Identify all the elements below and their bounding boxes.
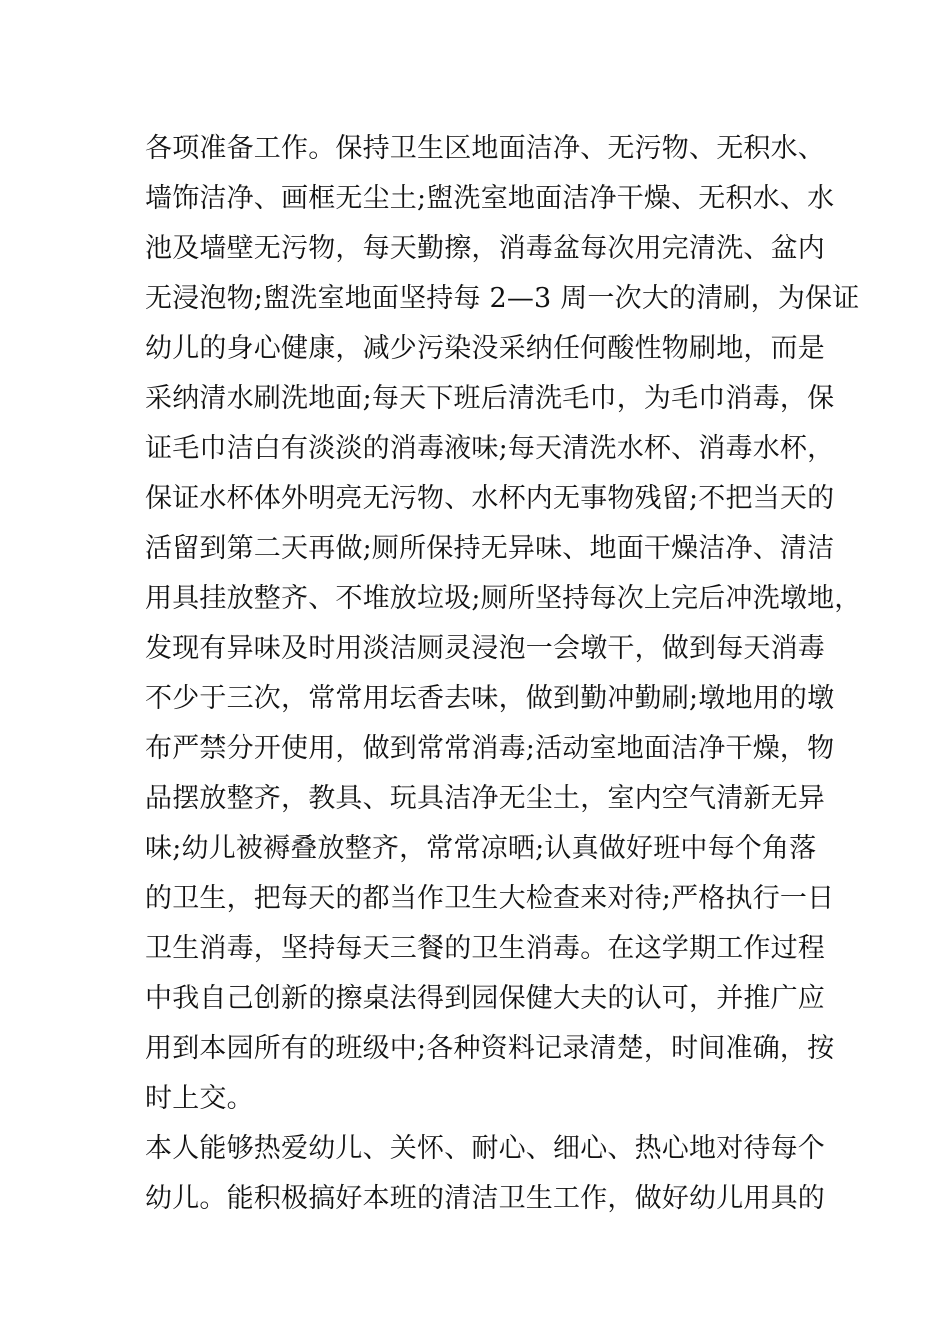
text-line: 幼儿的身心健康，减少污染没采纳任何酸性物刷地，而是: [145, 333, 825, 364]
text-line: 布严禁分开使用，做到常常消毒;活动室地面洁净干燥，物: [145, 733, 835, 764]
text-line: 无浸泡物;盥洗室地面坚持每 2—3 周一次大的清刷，为保证: [145, 283, 860, 314]
text-line: 各项准备工作。保持卫生区地面洁净、无污物、无积水、: [145, 133, 825, 164]
text-line: 味;幼儿被褥叠放整齐，常常凉晒;认真做好班中每个角落: [145, 833, 817, 864]
paragraph-2: [145, 1124, 825, 1224]
text-line: 本人能够热爱幼儿、关怀、耐心、细心、热心地对待每个: [145, 1133, 825, 1164]
text-line: 发现有异味及时用淡洁厕灵浸泡一会墩干，做到每天消毒: [145, 633, 825, 664]
text-line: 品摆放整齐，教具、玩具洁净无尘土，室内空气清新无异: [145, 783, 825, 814]
text-line: 证毛巾洁白有淡淡的消毒液味;每天清洗水杯、消毒水杯，: [145, 433, 835, 464]
text-line: 用具挂放整齐、不堆放垃圾;厕所坚持每次上完后冲洗墩地，: [145, 583, 862, 614]
paragraph-1: [145, 124, 862, 1124]
text-line: 用到本园所有的班级中;各种资料记录清楚，时间准确，按: [145, 1033, 835, 1064]
text-line: 保证水杯体外明亮无污物、水杯内无事物残留;不把当天的: [145, 483, 835, 514]
text-line: 活留到第二天再做;厕所保持无异味、地面干燥洁净、清洁: [145, 533, 835, 564]
text-line: 采纳清水刷洗地面;每天下班后清洗毛巾，为毛巾消毒，保: [145, 383, 835, 414]
text-line: 墙饰洁净、画框无尘土;盥洗室地面洁净干燥、无积水、水: [145, 183, 835, 214]
text-line: 不少于三次，常常用坛香去味，做到勤冲勤刷;墩地用的墩: [145, 683, 835, 714]
text-line: 时上交。: [145, 1083, 254, 1114]
text-line: 中我自己创新的擦桌法得到园保健大夫的认可，并推广应: [145, 983, 825, 1014]
text-line: 卫生消毒，坚持每天三餐的卫生消毒。在这学期工作过程: [145, 933, 825, 964]
text-line: 幼儿。能积极搞好本班的清洁卫生工作，做好幼儿用具的: [145, 1183, 825, 1214]
text-line: 池及墙壁无污物，每天勤擦，消毒盆每次用完清洗、盆内: [145, 233, 825, 264]
text-line: 的卫生，把每天的都当作卫生大检查来对待;严格执行一日: [145, 883, 835, 914]
body-text: [145, 124, 862, 1224]
